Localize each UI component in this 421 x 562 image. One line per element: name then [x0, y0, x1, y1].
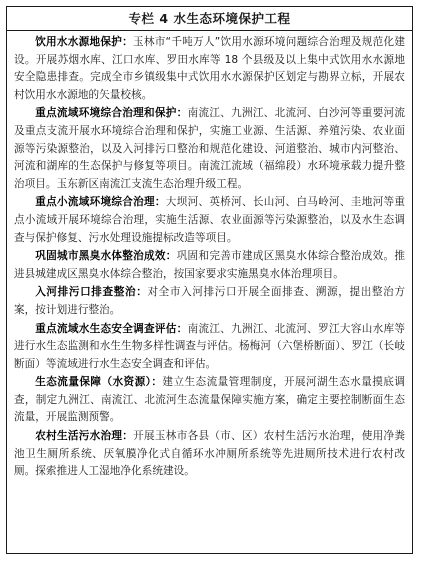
- section-small-basin-treatment: [14, 194, 405, 247]
- section-text: 南流江、九洲江、北流河、罗江大容山水库等进行水生态监测和水生生物多样性调查与评估。杨梅河（六堡桥断面）、罗江（长岐断面）等流域进行水生态安全调查和评估。: [14, 322, 405, 370]
- column-box: [6, 6, 413, 554]
- section-heading: 饮用水水源地保护：: [35, 36, 133, 48]
- section-heading: 生态流量保障（水资源）：: [35, 376, 163, 389]
- section-black-odorous-water: [14, 248, 405, 283]
- section-text: 南流江、九洲江、北流河、白沙河等重要河流及重点支流开展水环境综合治理和保护，实施工业源、生活源、养殖污染、农业面源等污染源整治，以及入河排污口整治和规范化建设、河道整治、城市内河整治、河流和湖库的生态保护与修复等项目。南流江流域（福绵段）水环境承载力提升整治项目。玉东新区南流江支流生态治理升级工程。: [14, 107, 405, 190]
- section-text: 巩固和完善市建成区黑臭水体综合整治成效。推进县城建成区黑臭水体综合整治，按国家要求实施黑臭水体治理项目。: [14, 250, 405, 280]
- section-heading: 农村生活污水治理：: [35, 430, 134, 443]
- column-content: [7, 31, 412, 481]
- section-heading: 重点流域水生态安全调查评估：: [35, 322, 188, 335]
- section-key-basin-treatment: [14, 105, 405, 193]
- section-text: 建立生态流量管理制度，开展河湖生态水量摸底调查，制定九洲江、南流江、北流河生态流量保障实施方案，确定主要控制断面生态流量，开展监测预警。: [14, 376, 405, 424]
- section-heading: 入河排污口排查整治：: [35, 286, 148, 299]
- column-title: 专栏 4 水生态环境保护工程: [7, 7, 412, 31]
- section-drinking-water-source: [14, 34, 405, 104]
- section-heading: 巩固城市黑臭水体整治成效：: [35, 250, 177, 263]
- section-text: 开展玉林市各县（市、区）农村生活污水治理，使用净粪池卫生厕所系统、厌氧膜净化式自循环水冲厕所系统等先进厕所技术进行农村改厕。探索推进人工湿地净化系统建设。: [14, 430, 406, 478]
- section-eco-safety-assessment: [14, 321, 405, 374]
- section-sewage-outlet: [14, 284, 405, 319]
- section-text: 对全市入河排污口开展全面排查、溯源，提出整治方案，按计划进行整治。: [14, 286, 406, 316]
- section-text: 玉林市“千吨万人”饮用水源环境问题综合治理及规范化建设。开展苏烟水库、江口水库、罗田水库等 18 个县级及以上集中式饮用水水源地安全隐患排查。完成全市乡镇级集中式饮用水水源保护区划定与勘界立标，开展农村饮用水水源地的矢量校核。: [14, 36, 405, 101]
- section-ecological-flow: [14, 374, 405, 427]
- section-rural-sewage: [14, 428, 405, 481]
- section-text: 大坝河、英桥河、长山河、白马岭河、圭地河等重点小流域开展环境综合治理，实施生活源、农业面源等污染源整治，以及水生态调查与保护修复、污水处理设施提标改造等项目。: [14, 196, 405, 244]
- section-heading: 重点流域环境综合治理和保护：: [35, 107, 188, 120]
- section-heading: 重点小流域环境综合治理：: [35, 196, 166, 209]
